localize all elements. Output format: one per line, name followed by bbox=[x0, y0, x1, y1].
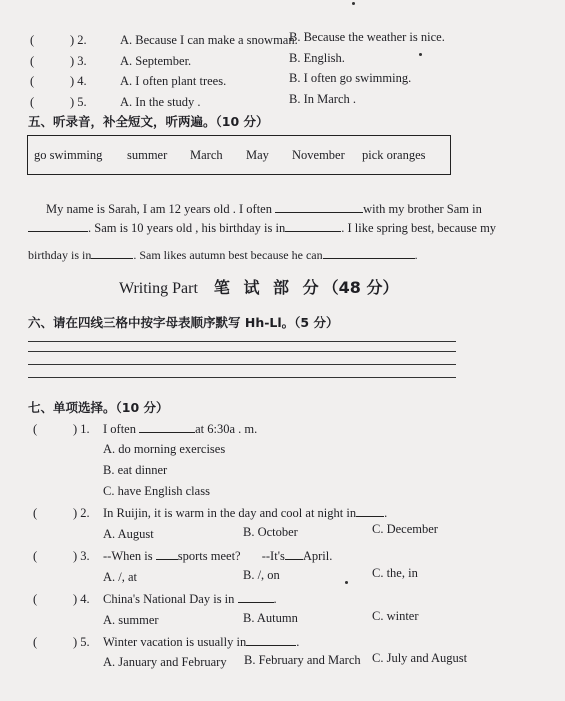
answer-blank[interactable] bbox=[285, 547, 303, 560]
section-6-title: 六、请在四线三格中按字母表顺序默写 Hh-Ll。（5 分） bbox=[28, 315, 339, 330]
option: B. /, on bbox=[243, 568, 280, 582]
option-a: A. In the study . bbox=[120, 95, 201, 109]
print-speck bbox=[352, 2, 355, 5]
question-3-stem: ( ) 3. --When is sports meet? --It's April. bbox=[33, 549, 333, 563]
word-bank-item: go swimming bbox=[34, 148, 103, 162]
answer-blank[interactable] bbox=[238, 590, 274, 603]
word-bank-item: summer bbox=[127, 148, 168, 162]
question-row: ( ) 4. A. I often plant trees. bbox=[30, 74, 227, 88]
answer-blank[interactable] bbox=[139, 420, 195, 433]
grid-line bbox=[28, 364, 456, 365]
question-4-stem: ( ) 4. China's National Day is in . bbox=[33, 592, 277, 606]
passage-line-2: . Sam is 10 years old , his birthday is in . I like spring best, because my bbox=[28, 219, 496, 236]
option: B. February and March bbox=[244, 653, 361, 667]
grid-line bbox=[28, 351, 456, 352]
question-row: ( ) 3. A. September. bbox=[30, 54, 192, 68]
question-row: ( ) 2. A. Because I can make a snowman. bbox=[30, 33, 298, 47]
question-2-stem: ( ) 2. In Ruijin, it is warm in the day and cool at night in . bbox=[33, 506, 388, 520]
option-b: B. English. bbox=[289, 51, 345, 65]
option: B. Autumn bbox=[243, 611, 298, 625]
answer-blank[interactable] bbox=[246, 633, 296, 646]
option: C. July and August bbox=[372, 651, 468, 665]
answer-blank[interactable] bbox=[156, 547, 178, 560]
option: C. December bbox=[372, 522, 438, 536]
print-speck bbox=[419, 53, 422, 56]
option: A. August bbox=[103, 527, 154, 541]
option: B. eat dinner bbox=[103, 463, 168, 477]
option-a: A. September. bbox=[120, 54, 192, 68]
answer-blank[interactable] bbox=[91, 246, 133, 259]
grid-line bbox=[28, 341, 456, 342]
option: A. summer bbox=[103, 613, 159, 627]
section-7-title: 七、单项选择。（10 分） bbox=[28, 400, 169, 415]
option-a: A. Because I can make a snowman. bbox=[120, 33, 298, 47]
option: C. have English class bbox=[103, 484, 210, 498]
question-1-stem: ( ) 1. I often at 6:30a . m. bbox=[33, 422, 258, 436]
question-row: ( ) 5. A. In the study . bbox=[30, 95, 201, 109]
option: C. winter bbox=[372, 609, 419, 623]
print-speck bbox=[345, 581, 348, 584]
word-bank-item: November bbox=[292, 148, 345, 162]
grid-line bbox=[28, 377, 456, 378]
option-a: A. I often plant trees. bbox=[120, 74, 227, 88]
option-b: B. In March . bbox=[289, 92, 356, 106]
option: A. January and February bbox=[103, 655, 227, 669]
answer-blank[interactable] bbox=[28, 219, 88, 232]
answer-blank[interactable] bbox=[275, 200, 363, 213]
word-bank-item: March bbox=[190, 148, 223, 162]
option: A. do morning exercises bbox=[103, 442, 226, 456]
word-bank-item: May bbox=[246, 148, 269, 162]
word-bank-item: pick oranges bbox=[362, 148, 426, 162]
option-b: B. I often go swimming. bbox=[289, 71, 412, 85]
passage-line-1: My name is Sarah, I am 12 years old . I often with my brother Sam in bbox=[46, 202, 482, 216]
option: B. October bbox=[243, 525, 298, 539]
writing-part-heading: Writing Part 笔 试 部 分（48 分） bbox=[119, 278, 399, 297]
passage-line-3: birthday is in . Sam likes autumn best because he can . bbox=[28, 248, 418, 262]
answer-blank[interactable] bbox=[285, 219, 341, 232]
question-5-stem: ( ) 5. Winter vacation is usually in . bbox=[33, 635, 300, 649]
answer-blank[interactable] bbox=[323, 246, 415, 259]
word-bank-box bbox=[27, 135, 451, 175]
section-5-title: 五、听录音，补全短文，听两遍。（10 分） bbox=[28, 114, 269, 129]
option: A. /, at bbox=[103, 570, 138, 584]
option-b: B. Because the weather is nice. bbox=[289, 30, 445, 44]
answer-blank[interactable] bbox=[356, 504, 384, 517]
option: C. the, in bbox=[372, 566, 418, 580]
